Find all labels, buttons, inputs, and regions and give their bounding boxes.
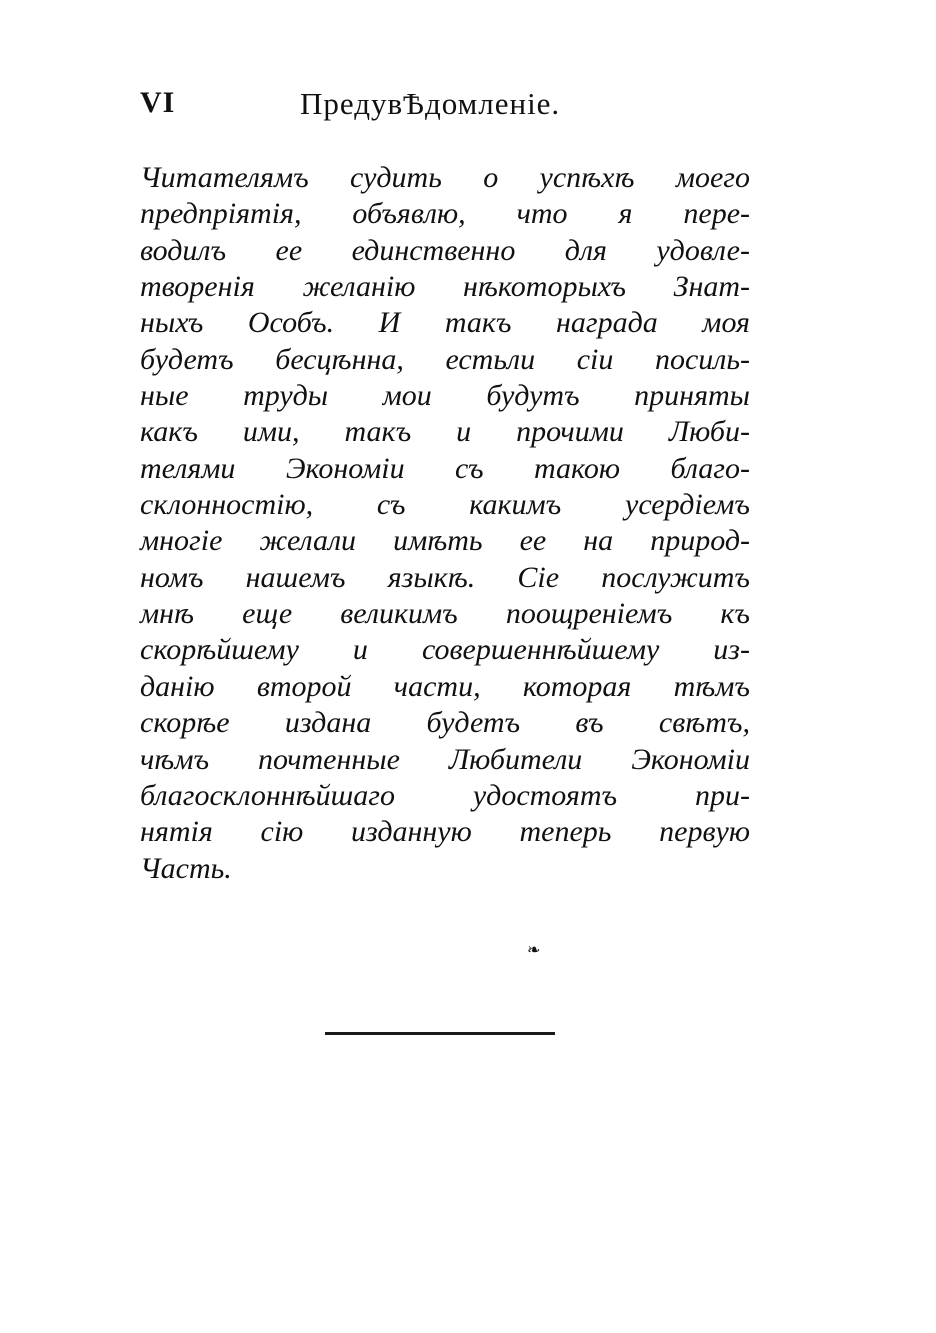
text-line: ныхъ Особъ. И такъ награда моя: [140, 306, 750, 340]
text-line: многіе желали имѣть ее на природ-: [140, 524, 750, 558]
ornament-icon: ❧: [527, 940, 541, 959]
text-line: Читателямъ судить о успѣхѣ моего: [140, 161, 750, 194]
text-line: склонностію, съ какимъ усердіемъ: [140, 488, 750, 522]
text-line-last: Часть.: [140, 851, 232, 885]
decorative-rule: [325, 1032, 555, 1035]
text-line: будетъ бесцѣнна, естьли сіи посиль-: [140, 342, 750, 376]
body-text: [140, 160, 750, 887]
text-line: водилъ ее единственно для удовле-: [140, 233, 750, 267]
text-line: благосклоннѣйшаго удостоятъ при-: [140, 778, 750, 812]
running-title: ПредувѢдомленіе.: [300, 86, 561, 121]
text-line: творенія желанію нѣкоторыхъ Знат-: [140, 270, 750, 304]
text-line: данію второй части, которая тѣмъ: [140, 669, 750, 703]
text-line: номъ нашемъ языкѣ. Сіе послужитъ: [140, 560, 750, 594]
text-line: мнѣ еще великимъ поощреніемъ къ: [140, 597, 750, 631]
text-line: скорѣйшему и совершеннѣйшему из-: [140, 633, 750, 667]
text-line: ные труды мои будутъ приняты: [140, 379, 750, 413]
text-line: скорѣе издана будетъ въ свѣтъ,: [140, 706, 750, 740]
page-header: [140, 78, 780, 138]
text-line: телями Экономіи съ такою благо-: [140, 451, 750, 485]
text-line: предпріятія, объявлю, что я пере-: [140, 197, 750, 231]
page-number: VI: [140, 86, 176, 119]
text-line: чѣмъ почтенные Любители Экономіи: [140, 742, 750, 776]
text-line: нятія сію изданную теперь первую: [140, 815, 750, 849]
text-line: какъ ими, такъ и прочими Люби-: [140, 415, 750, 449]
